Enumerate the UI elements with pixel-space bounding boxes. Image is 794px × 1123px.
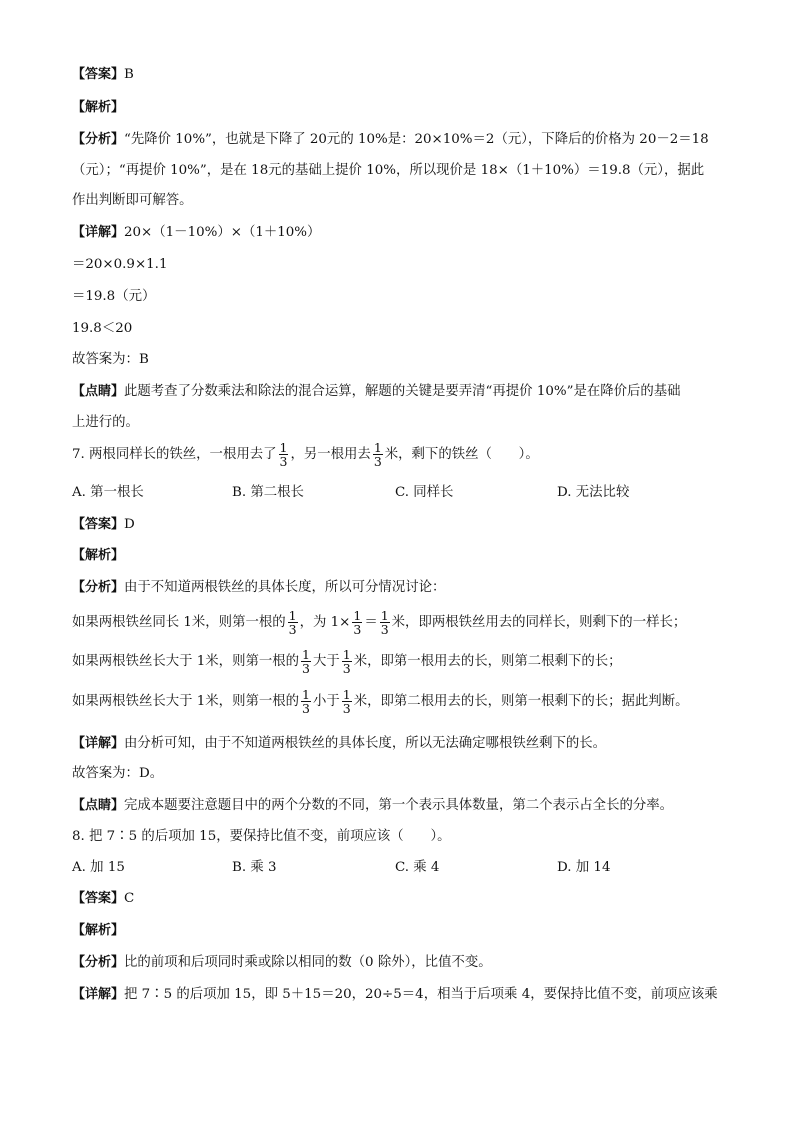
q8-option-d: D. 加 14 <box>557 860 611 875</box>
fraction-denominator: 3 <box>288 622 297 637</box>
dianjing-tag: 【点睛】 <box>72 384 125 399</box>
q8-answer-line <box>72 890 134 908</box>
fraction-numerator: 1 <box>288 608 297 623</box>
q7-stem-part-a: 7. 两根同样长的铁丝，一根用去了 <box>72 447 277 462</box>
case-text: 小于 <box>312 694 340 709</box>
q6-detail-line-1 <box>72 224 320 242</box>
fraction-denominator: 3 <box>302 701 310 716</box>
q7-stem-part-b: ，另一根用去 <box>290 447 371 462</box>
q6-conclusion: 故答案为：B <box>72 352 149 367</box>
fraction-one-third <box>342 648 352 675</box>
q7-analysis-heading <box>72 547 124 565</box>
q7-detail-text: 由分析可知，由于不知道两根铁丝的具体长度，所以无法确定哪根铁丝剩下的长。 <box>124 736 607 751</box>
fraction-numerator: 1 <box>342 647 351 662</box>
fraction-numerator: 1 <box>302 647 310 662</box>
dianjing-tag: 【点睛】 <box>72 798 125 813</box>
case-text: 米，即第一根用去的长，则第二根剩下的长； <box>353 654 622 669</box>
case-text: 米，即第二根用去的长，则第一根剩下的长；据此判断。 <box>353 694 689 709</box>
fenxi-tag: 【分析】 <box>72 955 125 970</box>
q7-tip-text: 完成本题要注意题目中的两个分数的不同，第一个表示具体数量，第二个表示占全长的分率。 <box>124 798 674 813</box>
q8-fenxi-line <box>72 954 492 972</box>
fraction-numerator: 1 <box>302 687 310 702</box>
q7-conclusion: 故答案为：D。 <box>72 766 164 781</box>
fraction-denominator: 3 <box>373 454 382 469</box>
analysis-tag: 【解析】 <box>72 923 125 938</box>
q6-fenxi-text-1: “先降价 10%”，也就是下降了 20元的 10%是：20×10%＝2（元），下降后的价格为 20－2＝18 <box>124 132 709 147</box>
q6-answer-line <box>72 66 134 84</box>
fraction-denominator: 3 <box>302 661 310 676</box>
q7-case-1 <box>72 609 686 636</box>
answer-tag: 【答案】 <box>72 517 125 532</box>
fraction-one-third <box>373 441 383 468</box>
q8-detail-text: 把 7∶5 的后项加 15，即 5＋15＝20，20÷5＝4，相当于后项乘 4，要保持比值不变，前项应该乘 <box>124 987 718 1002</box>
fraction-numerator: 1 <box>373 440 382 455</box>
q7-fenxi-line <box>72 579 445 597</box>
q6-fenxi-line-1 <box>72 131 709 149</box>
fraction-one-third <box>352 609 362 636</box>
fraction-numerator: 1 <box>342 687 351 702</box>
q7-case-2 <box>72 648 622 675</box>
fraction-denominator: 3 <box>353 622 362 637</box>
xiangjie-tag: 【详解】 <box>72 736 125 751</box>
fraction-denominator: 3 <box>342 661 351 676</box>
q8-stem: 8. 把 7∶5 的后项加 15，要保持比值不变，前项应该（ ）。 <box>72 829 451 844</box>
q8-detail-line <box>72 986 718 1004</box>
q7-option-a: A. 第一根长 <box>72 485 144 500</box>
answer-value: C <box>124 891 135 906</box>
q6-tip-line-1 <box>72 383 681 401</box>
q6-tip-line-2: 上进行的。 <box>72 415 139 430</box>
q7-fenxi-text: 由于不知道两根铁丝的具体长度，所以可分情况讨论： <box>124 580 446 595</box>
q6-fenxi-line-3: 作出判断即可解答。 <box>72 193 193 208</box>
q6-detail-line-2: ＝20×0.9×1.1 <box>72 257 168 272</box>
case-text: 如果两根铁丝同长 1米，则第一根的 <box>72 615 286 630</box>
case-text: 大于 <box>312 654 340 669</box>
q8-option-a: A. 加 15 <box>72 860 125 875</box>
fraction-denominator: 3 <box>380 622 389 637</box>
fraction-numerator: 1 <box>380 608 389 623</box>
q7-option-c: C. 同样长 <box>395 485 454 500</box>
q7-option-d: D. 无法比较 <box>557 485 630 500</box>
xiangjie-tag: 【详解】 <box>72 987 125 1002</box>
q7-stem-part-c: 米，剩下的铁丝（ ）。 <box>384 447 539 462</box>
fraction-one-third <box>301 688 311 715</box>
fraction-one-third <box>342 688 352 715</box>
q6-fenxi-line-2: （元）；“再提价 10%”，是在 18元的基础上提价 10%，所以现价是 18×（1＋10%）＝19.8（元），据此 <box>72 163 705 178</box>
answer-tag: 【答案】 <box>72 891 125 906</box>
answer-value: D <box>124 517 135 532</box>
case-text: 米，即两根铁丝用去的同样长，则剩下的一样长； <box>391 615 687 630</box>
fraction-denominator: 3 <box>342 701 351 716</box>
fraction-numerator: 1 <box>353 608 362 623</box>
q6-tip-text-1: 此题考查了分数乘法和除法的混合运算，解题的关键是要弄清“再提价 10%”是在降价后的基础 <box>124 384 681 399</box>
fraction-one-third <box>288 609 298 636</box>
case-text: 如果两根铁丝长大于 1米，则第一根的 <box>72 694 300 709</box>
xiangjie-tag: 【详解】 <box>72 225 125 240</box>
q6-analysis-heading <box>72 99 124 117</box>
q7-case-3 <box>72 688 688 715</box>
q8-option-c: C. 乘 4 <box>395 860 440 875</box>
fraction-one-third <box>301 648 311 675</box>
q7-tip-line <box>72 797 673 815</box>
q6-detail-line-4: 19.8＜20 <box>72 321 133 336</box>
fraction-denominator: 3 <box>279 454 288 469</box>
q8-fenxi-text: 比的前项和后项同时乘或除以相同的数（0 除外），比值不变。 <box>124 955 492 970</box>
fenxi-tag: 【分析】 <box>72 132 125 147</box>
q6-detail-line-3: ＝19.8（元） <box>72 289 156 304</box>
q8-option-b: B. 乘 3 <box>232 860 277 875</box>
analysis-tag: 【解析】 <box>72 100 125 115</box>
q7-option-b: B. 第二根长 <box>232 485 304 500</box>
q7-detail-line <box>72 735 606 753</box>
q7-answer-line <box>72 516 135 534</box>
fraction-numerator: 1 <box>279 440 288 455</box>
case-text: 如果两根铁丝长大于 1米，则第一根的 <box>72 654 300 669</box>
q7-stem <box>72 441 539 468</box>
answer-tag: 【答案】 <box>72 67 125 82</box>
analysis-tag: 【解析】 <box>72 548 125 563</box>
q6-detail-text-1: 20×（1－10%）×（1＋10%） <box>124 225 321 240</box>
fraction-one-third <box>380 609 390 636</box>
case-text: ，为 1× <box>299 615 351 630</box>
case-text: ＝ <box>364 615 378 630</box>
fraction-one-third <box>279 441 289 468</box>
fenxi-tag: 【分析】 <box>72 580 125 595</box>
answer-value: B <box>124 67 134 82</box>
q8-analysis-heading <box>72 922 124 940</box>
